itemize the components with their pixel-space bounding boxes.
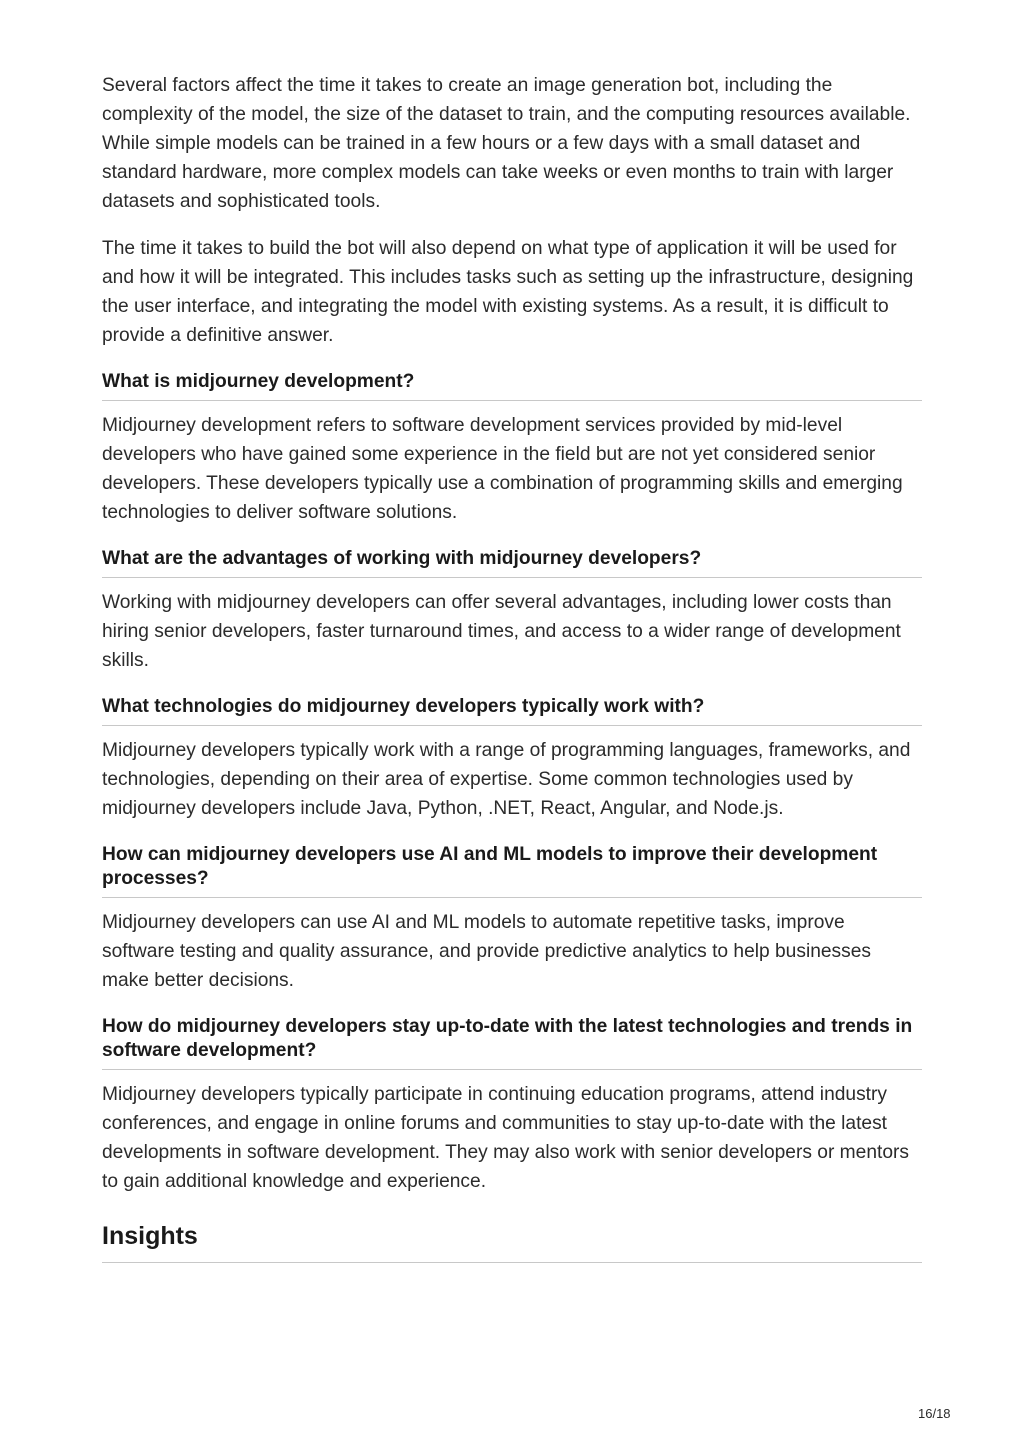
- faq-answer: Working with midjourney developers can offer several advantages, including lower costs than hiring senior developers, faster turnaround times, and access to a wider range of development skills.: [102, 592, 901, 671]
- intro-paragraph-2: While simple models can be trained in a few hours or a few days with a small dataset and standard hardware, more complex models can take weeks or even months to train with larger datasets and sophisticated tools.: [102, 133, 894, 212]
- faq-item: [102, 547, 922, 675]
- faq-answer: Midjourney developers typically participate in continuing education programs, attend industry conferences, and engage in online forums and communities to stay up-to-date with the latest developments in software development. They may also work with senior developers or mentors to gain additional knowledge and experience.: [102, 1084, 909, 1192]
- page-number: 16/18: [918, 1406, 951, 1421]
- faq-question: What are the advantages of working with midjourney developers?: [102, 547, 922, 578]
- faq-question: How do midjourney developers stay up-to-date with the latest technologies and trends in software development?: [102, 1015, 922, 1070]
- faq-item: [102, 843, 922, 995]
- faq-question: How can midjourney developers use AI and ML models to improve their development processes?: [102, 843, 922, 898]
- faq-question: What technologies do midjourney developers typically work with?: [102, 695, 922, 726]
- faq-item: [102, 695, 922, 823]
- section-heading-insights: Insights: [102, 1220, 922, 1263]
- faq-answer: Midjourney developers can use AI and ML models to automate repetitive tasks, improve software testing and quality assurance, and provide predictive analytics to help businesses make better decisions.: [102, 912, 872, 991]
- intro-paragraph-1: Several factors affect the time it takes to create an image generation bot, including the complexity of the model, the size of the dataset to train, and the computing resources available.: [102, 75, 911, 125]
- faq-question: What is midjourney development?: [102, 370, 922, 401]
- intro-paragraph-3: The time it takes to build the bot will also depend on what type of application it will be used for and how it will be integrated. This includes tasks such as setting up the infrastructure, designing the user interface, and integrating the model with existing systems. As a result, it is difficult to provide a definitive answer.: [102, 238, 914, 346]
- faq-answer: Midjourney development refers to software development services provided by mid-level developers who have gained some experience in the field but are not yet considered senior developers. These developers typically use a combination of programming skills and emerging technologies to deliver software solutions.: [102, 415, 903, 523]
- faq-item: [102, 1015, 922, 1196]
- faq-answer: Midjourney developers typically work with a range of programming languages, frameworks, and technologies, depending on their area of expertise. Some common technologies used by midjourney developers include Java, Python, .NET, React, Angular, and Node.js.: [102, 740, 911, 819]
- page-content: [102, 71, 922, 1263]
- faq-item: [102, 370, 922, 527]
